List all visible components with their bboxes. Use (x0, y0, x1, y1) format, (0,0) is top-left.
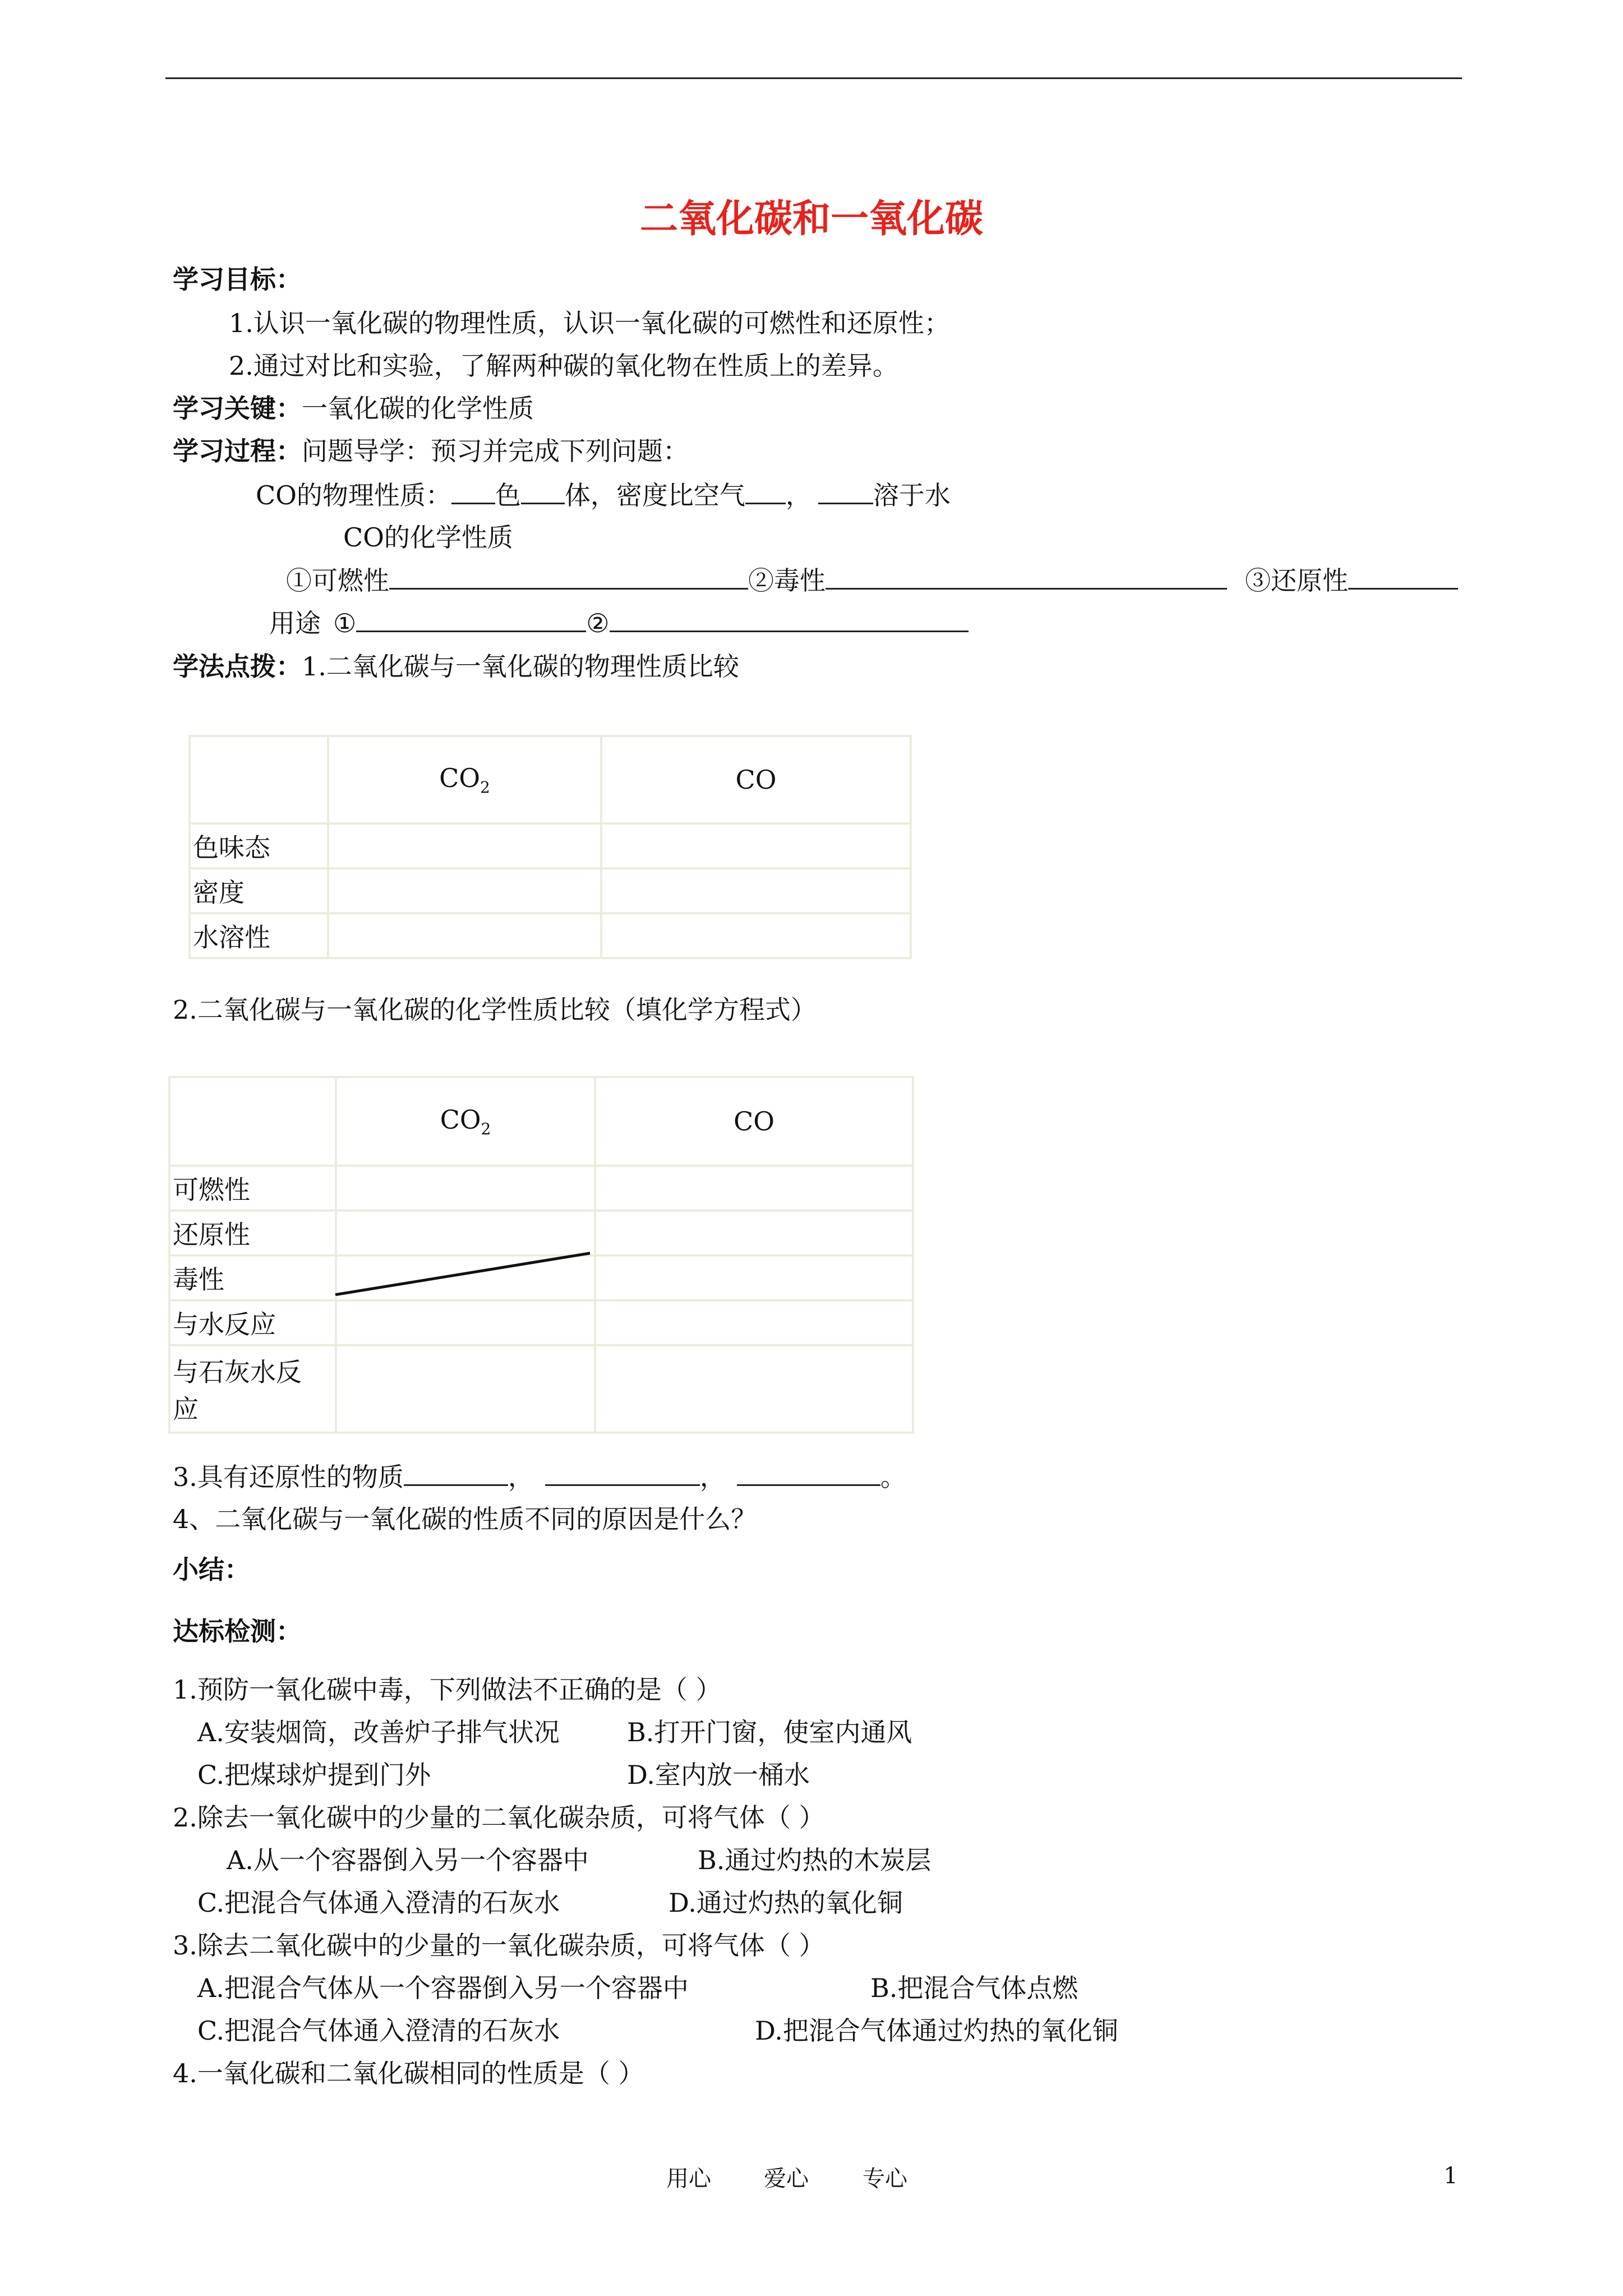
blank-toxic[interactable] (826, 563, 1227, 590)
header-rule (165, 77, 1462, 79)
footer-motto-2: 爱心 (764, 2166, 809, 2192)
page-number: 1 (1444, 2163, 1458, 2189)
tips-label: 学法点拨： (173, 651, 302, 682)
objectives-label: 学习目标： (173, 264, 302, 295)
co-physical-color: 色 (495, 480, 521, 510)
co-physical-comma: ， (785, 480, 811, 510)
test-q2-option-a[interactable]: A.从一个容器倒入另一个容器中 (227, 1845, 589, 1875)
tips-text: 1.二氧化碳与一氧化碳的物理性质比较 (302, 651, 739, 682)
blank-reducer-3[interactable] (737, 1460, 880, 1486)
table1-cell[interactable] (601, 913, 911, 958)
blank-reducing[interactable] (1348, 563, 1458, 590)
q3-line (173, 1460, 906, 1494)
blank-reducer-1[interactable] (404, 1460, 508, 1486)
table1-row-label: 色味态 (190, 823, 328, 868)
table2-row-label: 与水反应 (169, 1300, 336, 1345)
table2-cell[interactable] (336, 1300, 595, 1345)
test-q3-stem: 3.除去二氧化碳中的少量的一氧化碳杂质，可将气体（ ） (173, 1930, 825, 1961)
blank-solubility[interactable] (818, 478, 873, 504)
test-q3-option-a[interactable]: A.把混合气体从一个容器倒入另一个容器中 (197, 1973, 689, 2003)
table1-cell[interactable] (328, 868, 601, 913)
table1-cell[interactable] (328, 823, 601, 868)
test-label: 达标检测： (173, 1616, 302, 1646)
test-q1-option-d[interactable]: D.室内放一桶水 (627, 1760, 810, 1790)
co-chemical-label: CO的化学性质 (343, 522, 513, 553)
table1-header-co: CO (601, 736, 911, 823)
test-q2-option-b[interactable]: B.通过灼热的木炭层 (698, 1845, 932, 1875)
process-text: 问题导学：预习并完成下列问题： (302, 436, 689, 466)
key-line (173, 392, 534, 425)
chem-prop-toxic: ②毒性 (748, 565, 826, 596)
test-q1-option-a[interactable]: A.安装烟筒，改善炉子排气状况 (197, 1717, 560, 1747)
test-q3-option-b[interactable]: B.把混合气体点燃 (870, 1973, 1078, 2003)
uses-first: ① (333, 608, 357, 638)
blank-state[interactable] (521, 478, 565, 504)
table2-row-label: 还原性 (169, 1211, 336, 1255)
summary-label: 小结： (173, 1554, 250, 1585)
table2-corner (169, 1077, 336, 1166)
physical-comparison-table (188, 735, 912, 959)
process-label: 学习过程： (173, 436, 302, 466)
table2-cell[interactable] (595, 1166, 913, 1211)
test-q1-option-b[interactable]: B.打开门窗，使室内通风 (627, 1717, 912, 1747)
co-physical-density: 体，密度比空气 (564, 480, 745, 510)
blank-reducer-2[interactable] (545, 1460, 700, 1486)
key-text: 一氧化碳的化学性质 (302, 393, 534, 424)
test-q2-stem: 2.除去一氧化碳中的少量的二氧化碳杂质，可将气体（ ） (173, 1802, 825, 1833)
table2-header-co: CO (595, 1077, 913, 1166)
diagonal-strike (334, 1250, 592, 1296)
table2-row-label: 可燃性 (169, 1166, 336, 1211)
blank-use-1[interactable] (356, 606, 586, 632)
uses-label: 用途 (269, 608, 321, 638)
test-q2-option-d[interactable]: D.通过灼热的氧化铜 (668, 1888, 903, 1918)
uses-line (269, 606, 969, 640)
table2-cell[interactable] (595, 1300, 913, 1345)
q3-text: 3.具有还原性的物质 (173, 1462, 404, 1492)
objective-item: 2.通过对比和实验，了解两种碳的氧化物在性质上的差异。 (229, 351, 898, 381)
test-q3-option-d[interactable]: D.把混合气体通过灼热的氧化铜 (755, 2016, 1118, 2046)
section2-heading: 2.二氧化碳与一氧化碳的化学性质比较（填化学方程式） (173, 995, 817, 1025)
table2-cell[interactable] (595, 1211, 913, 1255)
co-physical-solubility: 溶于水 (873, 480, 951, 510)
table2-row-label: 毒性 (169, 1255, 336, 1300)
test-q2-option-c[interactable]: C.把混合气体通入澄清的石灰水 (197, 1888, 560, 1918)
table2-cell[interactable] (336, 1345, 595, 1433)
table1-cell[interactable] (601, 823, 911, 868)
q3-period: 。 (880, 1462, 906, 1492)
test-q4-stem: 4.一氧化碳和二氧化碳相同的性质是（ ） (173, 2058, 644, 2088)
footer-motto-3: 专心 (863, 2166, 907, 2192)
table2-header-co2: $CO_2$ (336, 1077, 595, 1166)
co-physical-line (256, 478, 951, 512)
chem-prop-reducing: ③还原性 (1245, 565, 1348, 596)
page-title: 二氧化碳和一氧化碳 (639, 196, 983, 241)
q3-comma: ， (508, 1462, 534, 1492)
table2-cell[interactable] (336, 1211, 595, 1255)
tips-line (173, 650, 739, 683)
blank-density[interactable] (745, 478, 786, 504)
table2-cell[interactable] (595, 1255, 913, 1300)
blank-use-2[interactable] (610, 606, 969, 632)
uses-second: ② (586, 608, 610, 638)
table1-row-label: 密度 (190, 868, 328, 913)
test-q1-option-c[interactable]: C.把煤球炉提到门外 (197, 1760, 431, 1790)
process-line (173, 434, 689, 468)
test-q3-option-c[interactable]: C.把混合气体通入澄清的石灰水 (197, 2016, 560, 2046)
q3-comma: ， (699, 1462, 726, 1492)
table2-cell[interactable] (336, 1166, 595, 1211)
key-label: 学习关键： (173, 393, 302, 424)
test-q1-stem: 1.预防一氧化碳中毒，下列做法不正确的是（ ） (173, 1674, 722, 1705)
table1-corner (190, 736, 328, 823)
table1-cell[interactable] (328, 913, 601, 958)
table1-row-label: 水溶性 (190, 913, 328, 958)
table2-row-label: 与石灰水反 应 (169, 1345, 336, 1433)
objective-item: 1.认识一氧化碳的物理性质，认识一氧化碳的可燃性和还原性； (229, 308, 950, 338)
co-physical-prefix: CO的物理性质： (256, 480, 451, 510)
footer-motto-1: 用心 (666, 2166, 711, 2192)
table1-cell[interactable] (601, 868, 911, 913)
table1-header-co2: $CO_2$ (328, 736, 601, 823)
table2-cell[interactable] (595, 1345, 913, 1433)
q4-question: 4、二氧化碳与一氧化碳的性质不同的原因是什么？ (173, 1504, 757, 1534)
blank-flammable[interactable] (389, 563, 748, 590)
chem-prop-flammable: ①可燃性 (286, 565, 389, 596)
blank-color[interactable] (451, 478, 495, 504)
chem-props-line (286, 563, 1458, 597)
